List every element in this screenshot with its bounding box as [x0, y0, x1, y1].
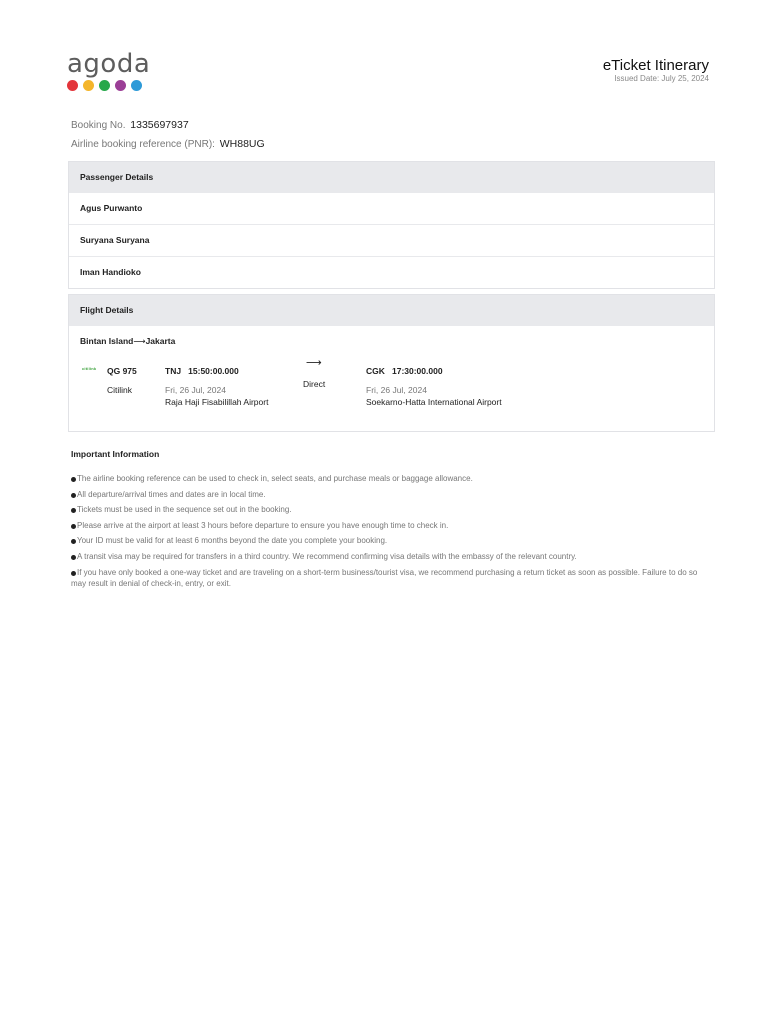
pnr-label: Airline booking reference (PNR): — [71, 139, 215, 150]
departure-time: 15:50:00.000 — [188, 366, 239, 376]
arrival-time: 17:30:00.000 — [391, 366, 443, 376]
document-title: eTicket Itinerary — [602, 57, 709, 74]
logo-dot-red — [67, 80, 78, 91]
bullet-icon — [71, 539, 76, 544]
info-item — [71, 489, 711, 500]
logo-dot-green — [99, 80, 110, 91]
booking-references — [71, 120, 265, 158]
info-item — [71, 504, 711, 515]
pnr-row — [71, 139, 265, 158]
citilink-logo-icon: citilink — [82, 366, 97, 371]
info-item — [71, 567, 711, 589]
document-title-block — [603, 57, 709, 84]
bullet-icon — [71, 571, 76, 576]
important-information — [71, 449, 711, 593]
bullet-icon — [71, 555, 76, 560]
passenger-row: Suryana Suryana — [69, 224, 714, 256]
info-text: If you have only booked a one-way ticket and are traveling on a short-term business/tourist visa, we recommend purchasing a return ticket as soon as possible. Failure to do so may result in denial of check-in, entry, or exit. — [71, 567, 698, 588]
passenger-row: Agus Purwanto — [80, 203, 143, 213]
info-item — [71, 551, 711, 562]
issued-date: Issued Date: July 25, 2024 — [614, 74, 709, 83]
info-text: A transit visa may be required for transfers in a third country. We recommend confirming visa details with the embassy of the relevant country. — [77, 551, 577, 561]
bullet-icon — [71, 524, 76, 529]
destination-city: Jakarta — [145, 336, 176, 346]
info-item — [71, 520, 711, 531]
logo-dot-yellow — [83, 80, 94, 91]
arrival-info — [366, 366, 443, 377]
info-text: All departure/arrival times and dates are in local time. — [77, 489, 266, 499]
flight-details-header: Flight Details — [69, 295, 714, 326]
departure-date: Fri, 26 Jul, 2024 — [165, 385, 226, 395]
info-item — [71, 473, 711, 484]
departure-code: TNJ — [165, 366, 182, 376]
airline-name: Citilink — [107, 385, 133, 395]
flight-segment — [69, 356, 714, 428]
route-arrow-icon: ⟶ — [133, 336, 146, 346]
info-text: Tickets must be used in the sequence set out in the booking. — [77, 505, 292, 515]
bullet-icon — [71, 493, 76, 498]
passenger-row: Iman Handioko — [69, 256, 714, 288]
info-text: The airline booking reference can be used to check in, select seats, and purchase meals or baggage allowance. — [77, 474, 473, 483]
booking-number-label: Booking No. — [71, 120, 126, 131]
logo-dots — [67, 80, 150, 91]
logo-text: agoda — [67, 49, 151, 79]
bullet-icon — [71, 508, 76, 513]
flight-details-section — [68, 294, 715, 432]
logo-dot-purple — [115, 80, 126, 91]
bullet-icon — [71, 477, 76, 482]
arrival-airport: Soekarno-Hatta International Airport — [366, 397, 502, 407]
info-text: Your ID must be valid for at least 6 months beyond the date you complete your booking. — [77, 536, 388, 546]
route-title — [69, 326, 714, 356]
info-text: Please arrive at the airport at least 3 hours before departure to ensure you have enough time to check in. — [77, 520, 449, 530]
departure-info — [165, 366, 239, 377]
important-information-title: Important Information — [71, 449, 160, 459]
flight-number: QG 975 — [107, 366, 137, 376]
stops-label: Direct — [303, 379, 326, 389]
booking-number-row — [71, 120, 265, 139]
origin-city: Bintan Island — [80, 336, 134, 346]
info-item — [71, 535, 711, 546]
arrival-date: Fri, 26 Jul, 2024 — [366, 385, 427, 395]
departure-airport: Raja Haji Fisabilillah Airport — [165, 397, 269, 407]
passenger-details-section — [68, 161, 715, 289]
agoda-logo — [67, 50, 150, 91]
direct-arrow-icon: ⟶ — [306, 357, 322, 369]
logo-dot-blue — [131, 80, 142, 91]
pnr-value: WH88UG — [219, 138, 265, 150]
arrival-code: CGK — [366, 366, 385, 376]
passenger-details-header: Passenger Details — [69, 162, 714, 193]
booking-number: 1335697937 — [130, 119, 189, 131]
